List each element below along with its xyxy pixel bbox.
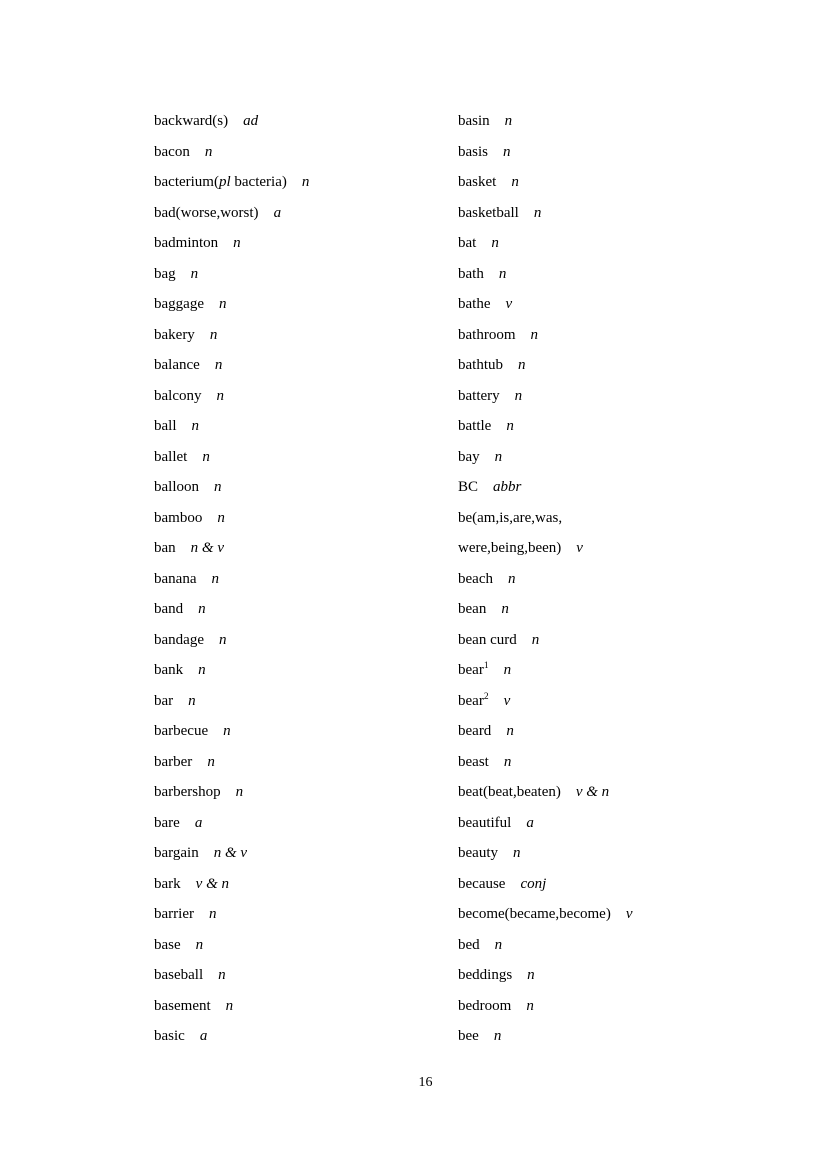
homograph-superscript: 1 xyxy=(483,661,489,672)
pos-tag: n xyxy=(208,906,217,923)
word-entry xyxy=(458,808,818,839)
headword: basket xyxy=(458,174,497,191)
headword: bad(worse,worst) xyxy=(154,204,259,221)
word-entry xyxy=(154,899,454,930)
headword: bag xyxy=(154,265,176,282)
headword: battery xyxy=(458,387,500,404)
word-entry xyxy=(458,228,818,259)
headword: beautiful xyxy=(458,814,512,831)
pos-tag: n xyxy=(301,174,310,191)
word-entry xyxy=(154,533,454,564)
word-entry xyxy=(458,655,818,686)
word-entry xyxy=(154,320,454,351)
word-entry xyxy=(458,442,818,473)
headword: band xyxy=(154,601,184,618)
word-entry xyxy=(154,869,454,900)
pos-tag: n xyxy=(498,265,507,282)
word-entry xyxy=(458,198,818,229)
headword: become(became,become) xyxy=(458,906,611,923)
word-entry xyxy=(154,472,454,503)
word-entry xyxy=(458,777,818,808)
word-entry xyxy=(458,167,818,198)
word-entry xyxy=(154,747,454,778)
word-entry xyxy=(458,320,818,351)
pos-tag: n xyxy=(207,753,215,770)
headword: ban xyxy=(154,540,176,557)
word-entry xyxy=(458,838,818,869)
headword: bear xyxy=(458,662,484,679)
word-entry xyxy=(154,808,454,839)
headword: basin xyxy=(458,113,490,129)
headword: beddings xyxy=(458,967,513,984)
pos-tag: v xyxy=(505,296,513,313)
page-number: 16 xyxy=(418,1075,433,1090)
word-entry xyxy=(154,503,454,534)
headword: bacteria) xyxy=(230,174,287,191)
headword: bathtub xyxy=(458,357,503,374)
word-entry xyxy=(458,960,818,991)
word-entry xyxy=(458,289,818,320)
word-entry xyxy=(154,137,454,168)
headword: base xyxy=(154,936,181,953)
headword: basis xyxy=(458,143,488,160)
headword: bark xyxy=(154,875,181,892)
headword: bakery xyxy=(154,326,195,343)
pos-tag: n xyxy=(507,570,516,587)
word-entry xyxy=(458,564,818,595)
headword: bee xyxy=(458,1028,479,1045)
headword: bandage xyxy=(154,631,204,648)
headword: bear xyxy=(458,692,484,709)
word-entry xyxy=(458,106,818,137)
pos-tag: n xyxy=(209,326,218,343)
pos-tag: n xyxy=(503,143,511,160)
pos-tag: n xyxy=(506,723,514,740)
word-entry xyxy=(458,259,818,290)
headword: bath xyxy=(458,265,484,282)
headword: basketball xyxy=(458,204,519,221)
headword: barber xyxy=(154,753,193,770)
pos-tag: n xyxy=(214,357,223,374)
headword: bean xyxy=(458,601,487,618)
word-entry xyxy=(458,1021,818,1052)
pos-tag: n xyxy=(233,235,241,252)
word-entry xyxy=(154,167,454,198)
word-entry xyxy=(458,899,818,930)
headword: bedroom xyxy=(458,997,512,1014)
headword: ball xyxy=(154,418,177,435)
headword: ballet xyxy=(154,448,188,465)
headword: bathroom xyxy=(458,326,516,343)
word-entry xyxy=(154,594,454,625)
headword: bean curd xyxy=(458,631,517,648)
pos-tag: ad xyxy=(243,113,259,129)
pos-tag: v & n xyxy=(195,875,229,892)
headword: barbershop xyxy=(154,784,221,801)
pos-tag: v xyxy=(576,540,583,557)
word-entry xyxy=(154,564,454,595)
pos-tag: n xyxy=(512,845,521,862)
word-entry xyxy=(154,625,454,656)
word-entry xyxy=(154,381,454,412)
headword: balcony xyxy=(154,387,202,404)
headword: bare xyxy=(154,814,180,831)
word-entry xyxy=(154,991,454,1022)
headword: barrier xyxy=(154,906,194,923)
word-entry xyxy=(154,930,454,961)
pos-tag: n xyxy=(503,753,512,770)
headword: were,being,been) xyxy=(458,540,562,557)
headword: bay xyxy=(458,448,480,465)
pos-tag: n xyxy=(527,967,535,984)
pos-tag: v xyxy=(625,906,633,923)
headword: bargain xyxy=(154,845,199,862)
word-entry xyxy=(154,960,454,991)
headword: basic xyxy=(154,1028,185,1045)
headword: barbecue xyxy=(154,723,209,740)
pos-tag: v xyxy=(503,692,511,709)
headword: BC xyxy=(458,479,479,496)
pos-tag: n xyxy=(195,936,204,953)
word-entry xyxy=(154,716,454,747)
pos-tag: n xyxy=(506,418,514,435)
pos-tag: n xyxy=(223,723,231,740)
word-entry xyxy=(154,106,454,137)
headword: beard xyxy=(458,723,492,740)
pos-tag: n xyxy=(218,967,226,984)
pos-tag: n xyxy=(530,326,538,343)
pos-tag: a xyxy=(194,814,203,831)
word-entry xyxy=(458,991,818,1022)
word-entry xyxy=(154,442,454,473)
pos-tag: v & n xyxy=(575,784,610,801)
word-entry xyxy=(458,350,818,381)
word-entry xyxy=(154,777,454,808)
pos-tag: n xyxy=(494,936,503,953)
headword: bathe xyxy=(458,296,491,313)
headword: balloon xyxy=(154,479,199,496)
headword: baseball xyxy=(154,967,204,984)
headword: because xyxy=(458,875,506,892)
headword: bank xyxy=(154,662,184,679)
word-entry xyxy=(458,716,818,747)
pos-tag: conj xyxy=(520,875,547,892)
pos-tag: n xyxy=(202,448,210,465)
word-entry xyxy=(458,503,818,534)
headword: badminton xyxy=(154,235,219,252)
pos-tag: abbr xyxy=(493,479,522,496)
pos-tag: n xyxy=(526,997,534,1014)
pos-tag: n xyxy=(216,387,224,404)
headword: bamboo xyxy=(154,509,203,526)
word-entry xyxy=(458,137,818,168)
pos-tag: n xyxy=(531,631,540,648)
headword: beauty xyxy=(458,845,498,862)
word-list-column-right xyxy=(458,106,818,1052)
word-entry xyxy=(154,686,454,717)
word-entry xyxy=(154,350,454,381)
word-entry xyxy=(154,228,454,259)
headword: bacterium( xyxy=(154,174,219,191)
word-entry xyxy=(154,655,454,686)
pos-tag: n xyxy=(511,174,519,191)
headword: beach xyxy=(458,570,493,587)
pos-tag: n xyxy=(514,387,523,404)
pos-tag: n xyxy=(491,235,499,252)
word-entry xyxy=(154,259,454,290)
headword: battle xyxy=(458,418,492,435)
word-entry xyxy=(458,472,818,503)
pos-tag: n xyxy=(504,113,513,129)
pos-tag: n & v xyxy=(190,540,224,557)
headword: beat(beat,beaten) xyxy=(458,784,561,801)
headword: basement xyxy=(154,997,211,1014)
headword: be(am,is,are,was, xyxy=(458,509,563,526)
pos-tag: n xyxy=(501,601,509,618)
headword: backward(s) xyxy=(154,113,229,129)
pos-tag: a xyxy=(273,204,282,221)
pos-tag: n xyxy=(518,357,526,374)
word-entry xyxy=(458,625,818,656)
pos-tag: n xyxy=(217,509,225,526)
pos-tag: n xyxy=(493,1028,502,1045)
pos-tag: n xyxy=(198,601,206,618)
pos-tag: n xyxy=(188,692,196,709)
word-entry xyxy=(458,381,818,412)
pos-tag: a xyxy=(199,1028,208,1045)
word-entry xyxy=(458,533,818,564)
word-entry xyxy=(154,289,454,320)
pos-tag: n xyxy=(218,296,227,313)
word-entry xyxy=(458,869,818,900)
pos-tag: pl xyxy=(218,174,231,191)
word-entry xyxy=(154,411,454,442)
headword: bar xyxy=(154,692,174,709)
word-list-column-left xyxy=(154,106,454,1052)
word-entry xyxy=(458,411,818,442)
pos-tag: n xyxy=(533,204,542,221)
headword: bed xyxy=(458,936,480,953)
headword: banana xyxy=(154,570,197,587)
pos-tag: n & v xyxy=(213,845,248,862)
word-entry xyxy=(458,930,818,961)
word-entry xyxy=(154,1021,454,1052)
pos-tag: n xyxy=(503,662,512,679)
pos-tag: n xyxy=(198,662,206,679)
pos-tag: a xyxy=(526,814,534,831)
pos-tag: n xyxy=(218,631,227,648)
pos-tag: n xyxy=(494,448,503,465)
homograph-superscript: 2 xyxy=(483,691,489,702)
word-entry xyxy=(154,198,454,229)
pos-tag: n xyxy=(235,784,244,801)
headword: baggage xyxy=(154,296,204,313)
word-entry xyxy=(458,594,818,625)
headword: beast xyxy=(458,753,489,770)
word-entry xyxy=(154,838,454,869)
pos-tag: n xyxy=(191,418,199,435)
pos-tag: n xyxy=(190,265,199,282)
word-entry xyxy=(458,686,818,717)
word-entry xyxy=(458,747,818,778)
headword: bat xyxy=(458,235,477,252)
pos-tag: n xyxy=(211,570,219,587)
pos-tag: n xyxy=(214,479,222,496)
pos-tag: n xyxy=(204,143,213,160)
pos-tag: n xyxy=(225,997,234,1014)
headword: balance xyxy=(154,357,200,374)
headword: bacon xyxy=(154,143,190,160)
